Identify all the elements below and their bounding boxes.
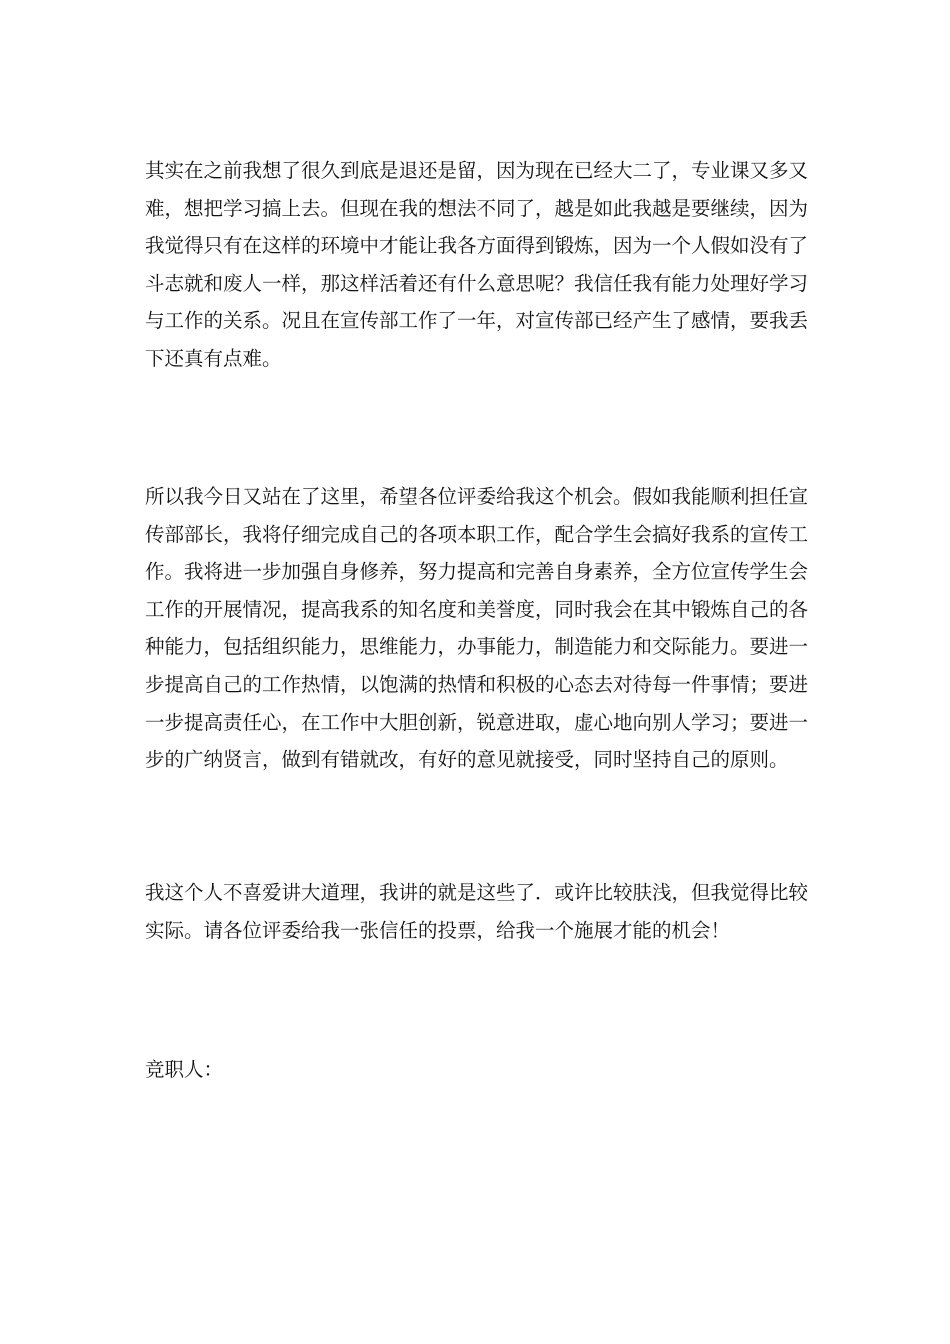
paragraph-line: 步提高自己的工作热情，以饱满的热情和积极的心态去对待每一件事情；要进 xyxy=(145,672,809,696)
paragraph-line: 步的广纳贤言，做到有错就改，有好的意见就接受，同时坚持自己的原则。 xyxy=(145,748,789,772)
paragraph-line: 我这个人不喜爱讲大道理，我讲的就是这些了．或许比较肤浅，但我觉得比较 xyxy=(145,881,809,904)
signature-block xyxy=(145,1051,810,1089)
paragraph-line: 实际。请各位评委给我一张信任的投票，给我一个施展才能的机会！ xyxy=(145,918,731,942)
paragraph-line: 斗志就和废人一样，那这样活着还有什么意思呢？我信任我有能力处理好学习 xyxy=(145,271,809,295)
paragraph-line: 作。我将进一步加强自身修养，努力提高和完善自身素养，全方位宣传学生会 xyxy=(145,560,809,584)
paragraph-line: 难，想把学习搞上去。但现在我的想法不同了，越是如此我越是要继续，因为 xyxy=(145,196,809,220)
paragraph-line: 传部部长，我将仔细完成自己的各项本职工作，配合学生会搞好我系的宣传工 xyxy=(145,522,809,546)
paragraph-1 xyxy=(145,152,810,378)
signature-label: 竞职人： xyxy=(145,1058,224,1081)
paragraph-2 xyxy=(145,478,810,779)
paragraph-line: 所以我今日又站在了这里，希望各位评委给我这个机会。假如我能顺利担任宣 xyxy=(145,485,809,508)
paragraph-line: 下还真有点难。 xyxy=(145,346,282,370)
paragraph-line: 与工作的关系。况且在宣传部工作了一年，对宣传部已经产生了感情，要我丢 xyxy=(145,309,809,333)
paragraph-3 xyxy=(145,874,810,949)
paragraph-line: 其实在之前我想了很久到底是退还是留，因为现在已经大二了，专业课又多又 xyxy=(145,159,809,182)
paragraph-line: 我觉得只有在这样的环境中才能让我各方面得到锻炼，因为一个人假如没有了 xyxy=(145,234,809,258)
paragraph-line: 种能力，包括组织能力，思维能力，办事能力，制造能力和交际能力。要进一 xyxy=(145,635,809,659)
paragraph-line: 一步提高责任心，在工作中大胆创新，锐意进取，虚心地向别人学习；要进一 xyxy=(145,710,809,734)
paragraph-line: 工作的开展情况，提高我系的知名度和美誉度，同时我会在其中锻炼自己的各 xyxy=(145,597,809,621)
